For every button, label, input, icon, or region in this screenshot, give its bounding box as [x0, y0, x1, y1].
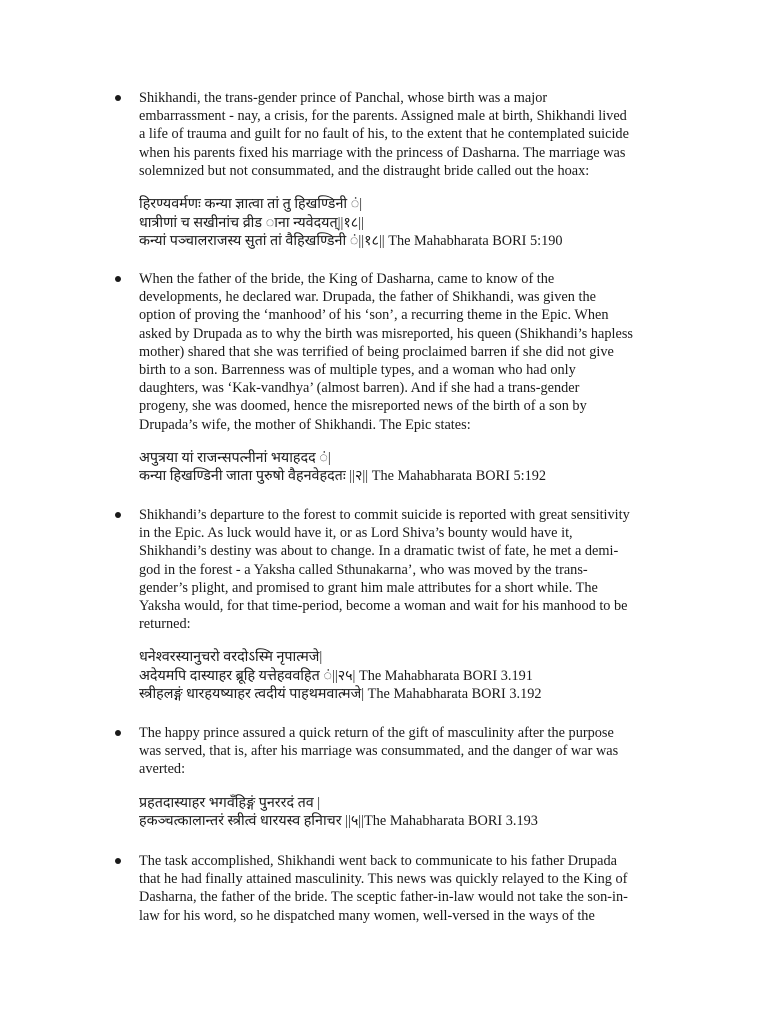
text-line: solemnized but not consummated, and the distraught bride called out the hoax: [139, 162, 590, 179]
sanskrit-verse [139, 648, 647, 704]
verse-line: अदेयमपि दास्याहर ब्रूहि यत्तेहववहित ं||२५| The Mahabharata BORI 3.191 [139, 667, 533, 684]
verse-line: कन्यां पञ्चालराजस्य सुतां तां वैहिखण्डिनी ं||१८|| The Mahabharata BORI 5:190 [139, 233, 563, 250]
list-item [139, 724, 647, 831]
bullet-icon [115, 730, 121, 736]
text-line: gender’s plight, and promised to grant him male attributes for a short while. The [139, 579, 598, 596]
verse-line: हकञ्चत्कालान्तरं स्त्रीत्वं धारयस्व हनिाचर ||५||The Mahabharata BORI 3.193 [139, 813, 538, 830]
text-line: Shikhandi, the trans-gender prince of Panchal, whose birth was a major [139, 90, 548, 106]
paragraph [139, 724, 647, 779]
verse-line: कन्या हिखण्डिनी जाता पुरुषो वैहनवेहदतः ||२|| The Mahabharata BORI 5:192 [139, 468, 547, 485]
bullet-icon [115, 276, 121, 282]
text-line: a life of trauma and guilt for no fault of his, to the extent that he contemplated suicide [139, 126, 629, 143]
text-line: Shikhandi’s destiny was about to change. In a dramatic twist of fate, he met a demi- [139, 543, 619, 560]
text-line: in the Epic. As luck would have it, or as Lord Shiva’s bounty would have it, [139, 525, 573, 542]
text-line: developments, he declared war. Drupada, the father of Shikhandi, was given the [139, 289, 596, 306]
paragraph [139, 270, 647, 434]
text-line: Drupada’s wife, the mother of Shikhandi. The Epic states: [139, 416, 471, 433]
list-item [139, 89, 647, 251]
text-line: Yaksha would, for that time-period, become a woman and wait for his manhood to be [139, 598, 628, 615]
text-line: The task accomplished, Shikhandi went back to communicate to his father Drupada [139, 853, 618, 869]
text-line: daughters, was ‘Kak-vandhya’ (almost barren). And if she had a trans-gender [139, 380, 580, 397]
verse-line: धात्रीणां च सखीनांच व्रीड ाना न्यवेदयत्||१८|| [139, 214, 364, 231]
verse-line: प्रहतदास्याहर भगवँहिङ्गं पुनररदं तव | [139, 794, 321, 811]
paragraph [139, 506, 647, 633]
text-line: when his parents fixed his marriage with the princess of Dasharna. The marriage was [139, 144, 626, 161]
sanskrit-verse [139, 195, 647, 251]
verse-line: हिरण्यवर्मणः कन्या ज्ञात्वा तां तु हिखण्डिनी ं| [139, 196, 363, 213]
list-item [139, 270, 647, 486]
verse-line: स्त्रीहलङ्गं धारहयष्याहर त्वदीयं पाहथमवात्मजे| The Mahabharata BORI 3.192 [139, 686, 542, 703]
text-line: Shikhandi’s departure to the forest to commit suicide is reported with great sensitivity [139, 507, 630, 523]
sanskrit-verse [139, 794, 647, 831]
text-line: When the father of the bride, the King of Dasharna, came to know of the [139, 271, 555, 287]
text-line: that he had finally attained masculinity. This news was quickly relayed to the King of [139, 871, 628, 888]
text-line: Dasharna, the father of the bride. The sceptic father-in-law would not take the son-in- [139, 889, 628, 906]
text-line: was served, that is, after his marriage was consummated, and the danger of war was [139, 743, 619, 760]
sanskrit-verse [139, 449, 647, 486]
text-line: embarrassment - nay, a crisis, for the parents. Assigned male at birth, Shikhandi lived [139, 108, 627, 125]
paragraph [139, 89, 647, 180]
bullet-icon [115, 858, 121, 864]
text-line: progeny, she was doomed, hence the misreported news of the birth of a son by [139, 398, 587, 415]
bullet-icon [115, 95, 121, 101]
text-line: mother) shared that she was terrified of being proclaimed barren if she did not give [139, 343, 614, 360]
text-line: averted: [139, 761, 186, 778]
verse-line: अपुत्रया यां राजन्सपत्नीनां भयाहदद ं| [139, 449, 331, 466]
text-line: god in the forest - a Yaksha called Sthunakarna’, who was moved by the trans- [139, 561, 588, 578]
list-item [139, 852, 647, 925]
text-line: law for his word, so he dispatched many women, well-versed in the ways of the [139, 907, 595, 924]
text-line: asked by Drupada as to why the birth was misreported, his queen (Shikhandi’s hapless [139, 325, 633, 342]
list-item [139, 506, 647, 704]
text-line: option of proving the ‘manhood’ of his ‘son’, a recurring theme in the Epic. When [139, 307, 609, 324]
bullet-icon [115, 512, 121, 518]
verse-line: धनेश्वरस्यानुचरो वरदोऽस्मि नृपात्मजे| [139, 649, 323, 666]
text-line: birth to a son. Barrenness was of multiple types, and a woman who had only [139, 362, 576, 379]
text-line: The happy prince assured a quick return of the gift of masculinity after the purpose [139, 725, 614, 741]
text-line: returned: [139, 616, 191, 633]
paragraph [139, 852, 647, 925]
